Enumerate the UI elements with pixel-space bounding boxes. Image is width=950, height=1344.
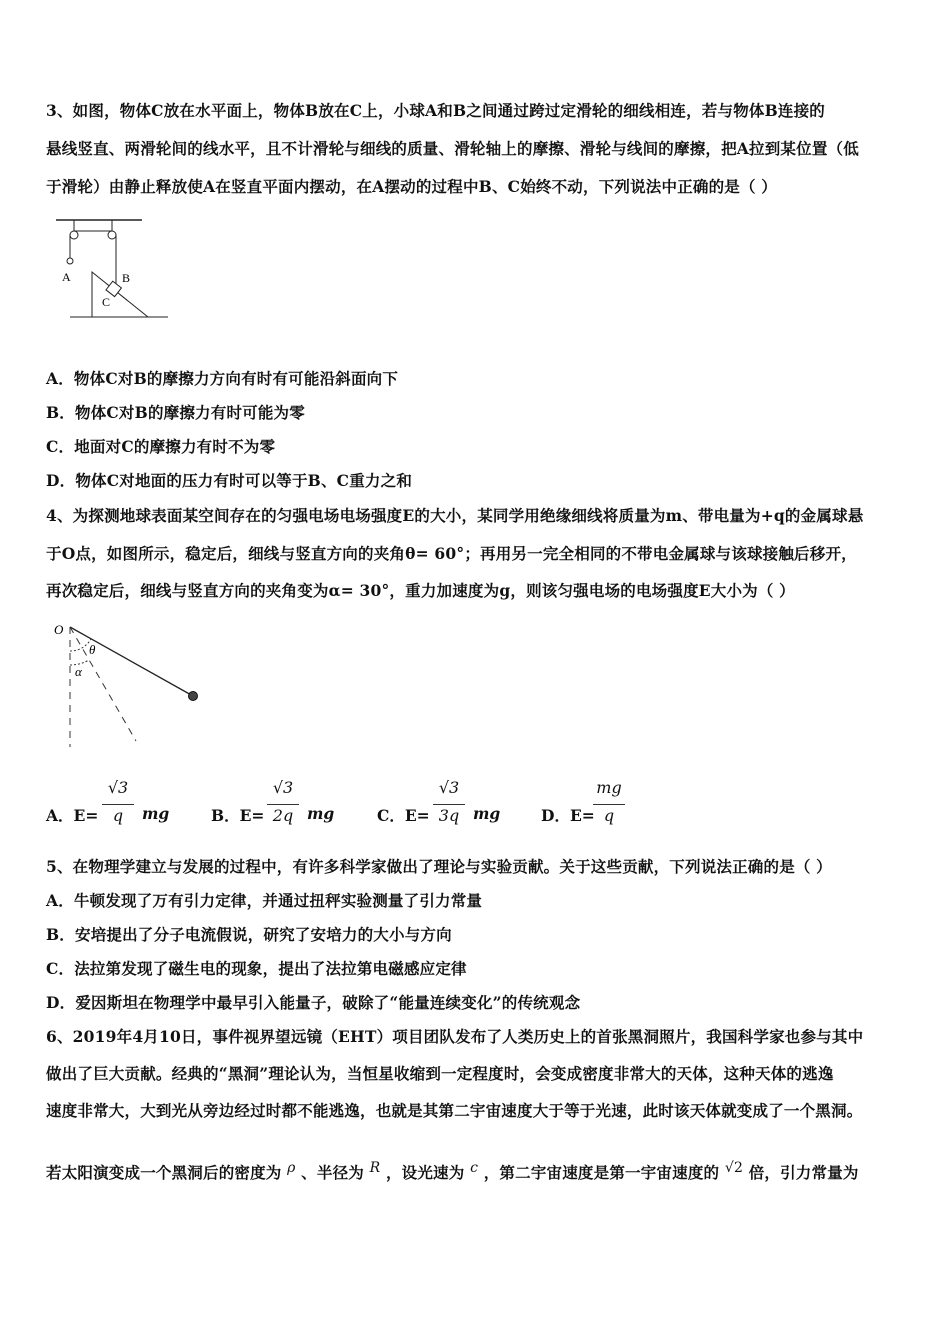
q6-text-part-1: 若太阳演变成一个黑洞后的密度为 xyxy=(46,1163,282,1182)
q4-option-b-numerator: √3 xyxy=(272,778,294,797)
string-alpha-dashed xyxy=(70,627,136,741)
wedge-c xyxy=(92,272,148,317)
q4-option-c-label: C．E= xyxy=(377,806,430,825)
label-c: C xyxy=(102,295,111,309)
light-speed-symbol: c xyxy=(470,1160,479,1176)
q6-text-part-5: 倍，引力常量为 xyxy=(748,1163,859,1182)
label-a: A xyxy=(62,270,71,284)
q3-stem-line-2: 悬线竖直、两滑轮间的线水平，且不计滑轮与细线的质量、滑轮轴上的摩擦、滑轮与线间的摩擦，把A拉到某位置（低 xyxy=(46,139,859,158)
fraction-bar xyxy=(593,804,625,805)
q4-option-c-denominator: 3q xyxy=(438,806,460,825)
string-theta xyxy=(70,627,193,696)
q5-option-b: B．安培提出了分子电流假说，研究了安培力的大小与方向 xyxy=(46,925,452,944)
label-theta: θ xyxy=(89,642,96,657)
q4-option-d-label: D．E= xyxy=(541,806,595,825)
ball-a xyxy=(67,258,73,264)
q4-option-c-numerator: √3 xyxy=(438,778,460,797)
q3-option-c: C．地面对C的摩擦力有时不为零 xyxy=(46,437,276,456)
theta-arc xyxy=(70,639,91,651)
q4-option-a-tail: mg xyxy=(142,804,170,823)
q4-option-b xyxy=(211,778,351,838)
rho-symbol: ρ xyxy=(287,1160,296,1176)
label-b: B xyxy=(122,271,131,285)
q5-option-a: A．牛顿发现了万有引力定律，并通过扭秤实验测量了引力常量 xyxy=(46,891,483,910)
pulley-left xyxy=(70,231,78,239)
q6-text-part-4: ，第二宇宙速度是第一宇宙速度的 xyxy=(483,1163,720,1182)
q3-option-d: D．物体C对地面的压力有时可以等于B、C重力之和 xyxy=(46,471,413,490)
label-o: O xyxy=(54,622,64,637)
q4-option-d-denominator: q xyxy=(603,806,615,825)
q4-stem-line-3: 再次稳定后，细线与竖直方向的夹角变为α= 30°，重力加速度为g，则该匀强电场的电场强度E大小为（ ） xyxy=(46,581,795,600)
fraction-bar xyxy=(433,804,465,805)
q5-stem: 5、在物理学建立与发展的过程中，有许多科学家做出了理论与实验贡献。关于这些贡献，下列说法正确的是（ ） xyxy=(46,857,832,876)
q6-stem-line-2: 做出了巨大贡献。经典的“黑洞”理论认为，当恒星收缩到一定程度时，会变成密度非常大的天体，这种天体的逃逸 xyxy=(46,1064,834,1083)
q4-option-a-label: A．E= xyxy=(46,806,99,825)
fraction-bar xyxy=(102,804,134,805)
charged-ball xyxy=(189,692,198,701)
q3-stem-line-1: 3、如图，物体C放在水平面上，物体B放在C上，小球A和B之间通过跨过定滑轮的细线相连，若与物体B连接的 xyxy=(46,101,825,120)
q3-option-a: A．物体C对B的摩擦力方向有时有可能沿斜面向下 xyxy=(46,369,399,388)
q4-option-a-numerator: √3 xyxy=(107,778,129,797)
q4-stem-line-1: 4、为探测地球表面某空间存在的匀强电场电场强度E的大小，某同学用绝缘细线将质量为m、带电量为+q的金属球悬 xyxy=(46,506,864,525)
q4-option-d-numerator: mg xyxy=(596,778,622,797)
q4-stem-line-2: 于O点，如图所示，稳定后，细线与竖直方向的夹角θ= 60°；再用另一完全相同的不带电金属球与该球接触后移开， xyxy=(46,544,857,563)
sqrt2-symbol: √2 xyxy=(724,1160,744,1176)
q5-option-c: C．法拉第发现了磁生电的现象，提出了法拉第电磁感应定律 xyxy=(46,959,467,978)
q6-text-part-2: 、半径为 xyxy=(301,1163,364,1182)
q4-option-c-tail: mg xyxy=(473,804,501,823)
q6-stem-line-3: 速度非常大，大到光从旁边经过时都不能逃逸，也就是其第二宇宙速度大于等于光速，此时该天体就变成了一个黑洞。 xyxy=(46,1101,863,1120)
q3-option-b: B．物体C对B的摩擦力有时可能为零 xyxy=(46,403,305,422)
pendulum-figure xyxy=(50,617,210,752)
q6-stem-line-4 xyxy=(46,1162,908,1185)
q4-option-b-label: B．E= xyxy=(211,806,265,825)
q6-stem-line-1: 6、2019年4月10日，事件视界望远镜（EHT）项目团队发布了人类历史上的首张黑洞照片，我国科学家也参与其中 xyxy=(46,1027,864,1046)
q5-option-d: D．爱因斯坦在物理学中最早引入能量子，破除了“能量连续变化”的传统观念 xyxy=(46,993,581,1012)
label-alpha: α xyxy=(75,664,82,679)
q6-text-part-3: ，设光速为 xyxy=(385,1163,465,1182)
q4-option-c xyxy=(377,778,517,838)
q4-option-b-tail: mg xyxy=(307,804,335,823)
q4-option-d xyxy=(541,778,661,838)
q4-option-a xyxy=(46,778,186,838)
pulley-incline-figure xyxy=(50,214,175,324)
fraction-bar xyxy=(267,804,299,805)
q3-stem-line-3: 于滑轮）由静止释放使A在竖直平面内摆动，在A摆动的过程中B、C始终不动，下列说法中正确的是（ ） xyxy=(46,177,777,196)
q4-option-b-denominator: 2q xyxy=(272,806,294,825)
radius-symbol: R xyxy=(369,1160,381,1176)
pulley-right xyxy=(108,231,116,239)
q4-option-a-denominator: q xyxy=(112,806,124,825)
